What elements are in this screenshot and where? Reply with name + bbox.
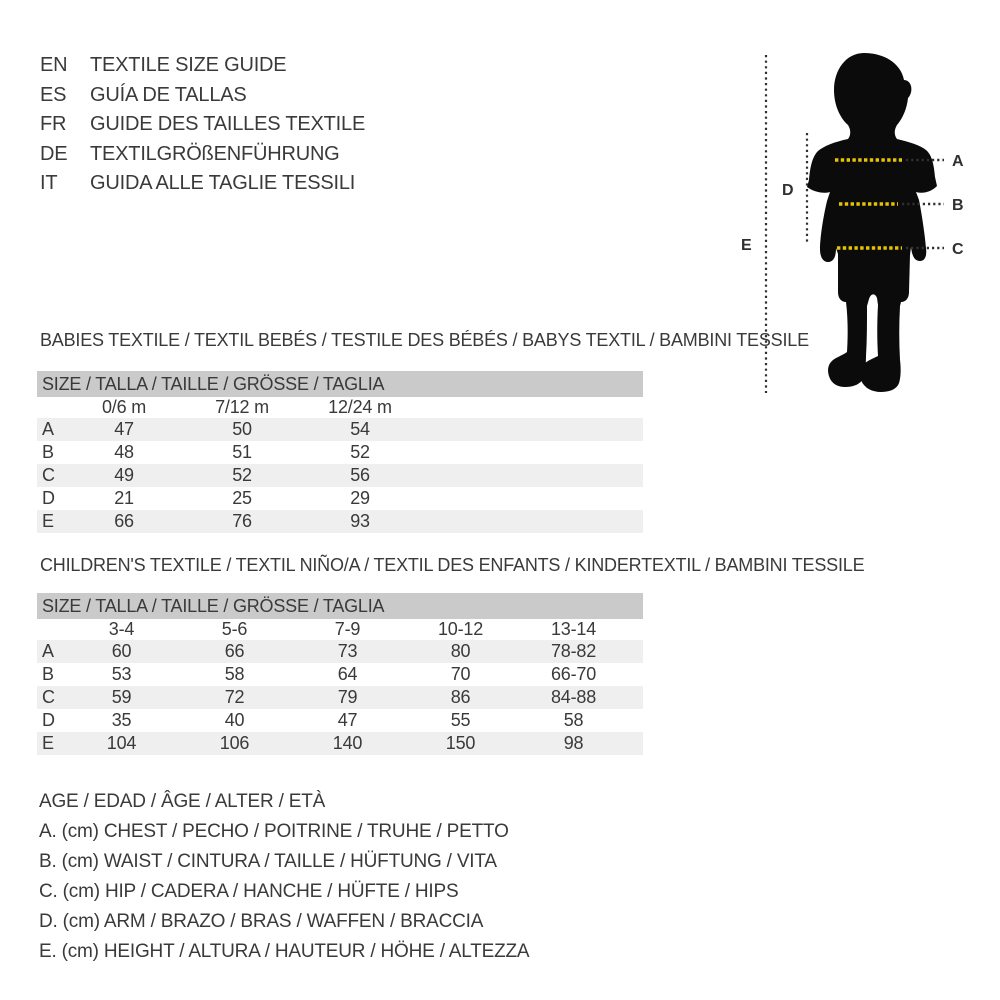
cell-value: 53: [111, 664, 132, 684]
children-section-heading: CHILDREN'S TEXTILE / TEXTIL NIÑO/A / TEXTIL DES ENFANTS / KINDERTEXTIL / BAMBINI TESSILE: [40, 555, 865, 575]
cell-value: 47: [114, 419, 134, 439]
column-header: 0/6 m: [101, 397, 147, 417]
column-header: 12/24 m: [328, 397, 392, 417]
language-row: [40, 110, 365, 140]
row-label: A: [42, 641, 54, 661]
language-title: GUIDE DES TAILLES TEXTILE: [90, 113, 366, 136]
figure-label-b: B: [952, 197, 964, 214]
babies-column-headers: [37, 397, 643, 418]
child-silhouette-icon: [807, 53, 937, 392]
cell-value: 21: [114, 488, 134, 508]
babies-size-table: [37, 371, 643, 533]
cell-value: 79: [337, 687, 358, 707]
corner-cell: [37, 619, 65, 640]
table-row: [37, 418, 643, 441]
column-header: 5-6: [221, 619, 248, 639]
legend-line-chest: A. (cm) CHEST / PECHO / POITRINE / TRUHE / PETTO: [39, 821, 509, 842]
cell-value: 35: [111, 710, 132, 730]
children-size-table: [37, 593, 643, 755]
cell-value: 66: [224, 641, 245, 661]
row-label: D: [42, 710, 55, 730]
row-label: E: [42, 733, 54, 753]
size-header-bar: SIZE / TALLA / TAILLE / GRÖSSE / TAGLIA: [37, 593, 643, 619]
cell-value: 66: [114, 511, 134, 531]
cell-value: 58: [224, 664, 245, 684]
cell-value: 52: [350, 442, 370, 462]
language-title: TEXTILGRÖßENFÜHRUNG: [90, 142, 340, 165]
language-code: EN: [40, 54, 68, 76]
cell-value: 25: [232, 488, 252, 508]
cell-value: 50: [232, 419, 252, 439]
column-header: 7/12 m: [215, 397, 269, 417]
legend-line-age: AGE / EDAD / ÂGE / ALTER / ETÀ: [39, 791, 326, 812]
figure-label-a: A: [952, 153, 964, 170]
cell-value: 150: [445, 733, 476, 753]
measurement-legend: [39, 787, 529, 967]
legend-line-hip: C. (cm) HIP / CADERA / HANCHE / HÜFTE / HIPS: [39, 881, 459, 902]
table-row: [37, 510, 643, 533]
language-code: ES: [40, 83, 67, 106]
column-header: 3-4: [108, 619, 135, 639]
cell-value: 52: [232, 465, 252, 485]
language-row: [40, 169, 365, 199]
cell-value: 70: [450, 664, 471, 684]
language-row: [40, 51, 365, 81]
language-code: DE: [40, 142, 68, 165]
column-header: 10-12: [437, 619, 484, 639]
cell-value: 78-82: [550, 641, 597, 661]
column-header: 13-14: [550, 619, 597, 639]
table-row: [37, 441, 643, 464]
cell-value: 104: [106, 733, 137, 753]
row-label: B: [42, 442, 54, 462]
table-row: [37, 464, 643, 487]
row-label: A: [42, 419, 54, 439]
table-row: [37, 686, 643, 709]
table-row: [37, 732, 643, 755]
size-header-bar: SIZE / TALLA / TAILLE / GRÖSSE / TAGLIA: [37, 371, 643, 397]
language-title: GUÍA DE TALLAS: [90, 83, 247, 106]
row-label: E: [42, 511, 54, 531]
cell-value: 66-70: [550, 664, 597, 684]
corner-cell: [37, 397, 65, 418]
cell-value: 49: [114, 465, 134, 485]
language-list: [40, 51, 365, 199]
row-label: B: [42, 664, 54, 684]
cell-value: 106: [219, 733, 250, 753]
babies-section-heading: BABIES TEXTILE / TEXTIL BEBÉS / TESTILE DES BÉBÉS / BABYS TEXTIL / BAMBINI TESSILE: [40, 330, 809, 350]
table-row: [37, 709, 643, 732]
legend-line-arm: D. (cm) ARM / BRAZO / BRAS / WAFFEN / BRACCIA: [39, 911, 484, 932]
column-header: 7-9: [334, 619, 361, 639]
cell-value: 40: [224, 710, 245, 730]
cell-value: 140: [332, 733, 363, 753]
row-label: D: [42, 488, 55, 508]
language-code: IT: [40, 172, 58, 195]
language-code: FR: [40, 113, 67, 136]
row-label: C: [42, 687, 55, 707]
legend-line-waist: B. (cm) WAIST / CINTURA / TAILLE / HÜFTUNG / VITA: [39, 851, 497, 872]
language-title: TEXTILE SIZE GUIDE: [90, 54, 287, 76]
cell-value: 56: [350, 465, 370, 485]
cell-value: 58: [563, 710, 584, 730]
figure-label-c: C: [952, 241, 964, 258]
cell-value: 48: [114, 442, 134, 462]
cell-value: 59: [111, 687, 132, 707]
cell-value: 73: [337, 641, 358, 661]
language-row: [40, 140, 365, 170]
figure-label-d: D: [782, 182, 794, 199]
cell-value: 54: [350, 419, 370, 439]
cell-value: 60: [111, 641, 132, 661]
cell-value: 84-88: [550, 687, 597, 707]
cell-value: 51: [232, 442, 252, 462]
cell-value: 76: [232, 511, 252, 531]
row-label: C: [42, 465, 55, 485]
cell-value: 64: [337, 664, 358, 684]
children-column-headers: [37, 619, 643, 640]
cell-value: 98: [563, 733, 584, 753]
language-row: [40, 81, 365, 111]
table-row: [37, 663, 643, 686]
cell-value: 72: [224, 687, 245, 707]
cell-value: 55: [450, 710, 471, 730]
cell-value: 86: [450, 687, 471, 707]
legend-line-height: E. (cm) HEIGHT / ALTURA / HAUTEUR / HÖHE / ALTEZZA: [39, 941, 530, 962]
cell-value: 80: [450, 641, 471, 661]
cell-value: 93: [350, 511, 370, 531]
cell-value: 47: [337, 710, 358, 730]
cell-value: 29: [350, 488, 370, 508]
figure-label-e: E: [741, 237, 752, 254]
table-row: [37, 487, 643, 510]
language-title: GUIDA ALLE TAGLIE TESSILI: [90, 172, 356, 195]
table-row: [37, 640, 643, 663]
